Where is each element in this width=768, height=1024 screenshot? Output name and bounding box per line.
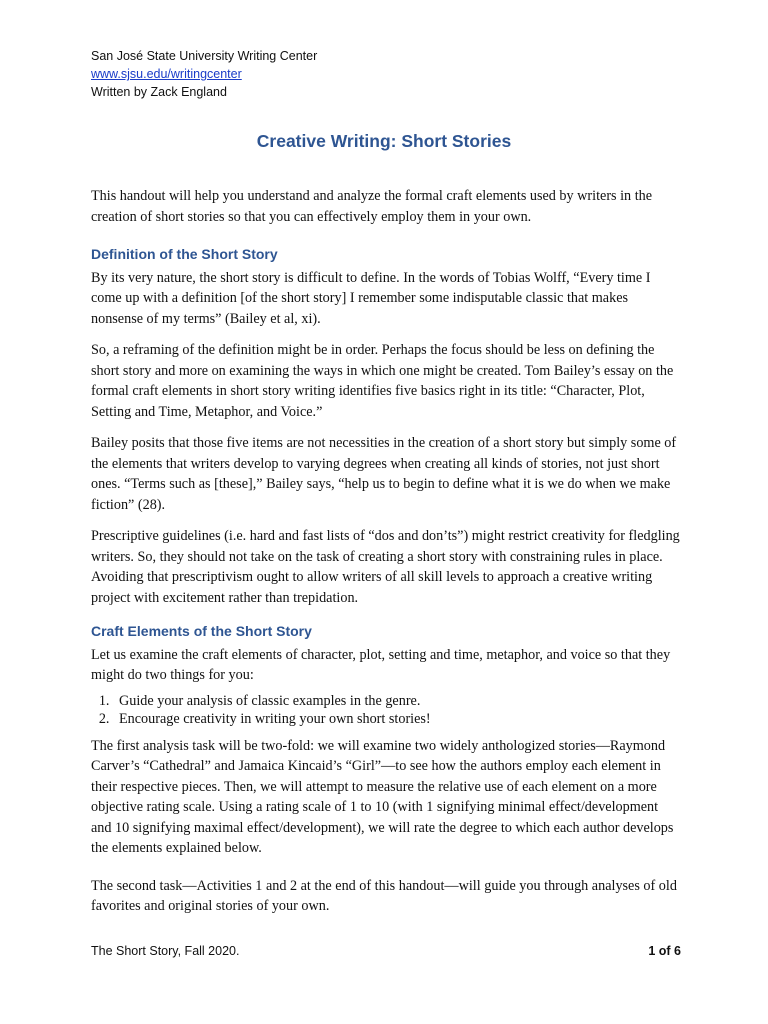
definition-paragraph-1: By its very nature, the short story is difficult to define. In the words of Tobias Wolff, “Every time I come up with a definition [of the short story] I remember some indisputable classic that makes nonsense of my terms” (Bailey et al, xi).	[91, 269, 651, 327]
intro-paragraph: This handout will help you understand and analyze the formal craft elements used by writers in the creation of short stories so that you can effectively employ them in your own.	[91, 188, 653, 225]
section-heading-definition: Definition of the Short Story	[91, 246, 278, 262]
section-heading-craft-elements: Craft Elements of the Short Story	[91, 623, 312, 639]
header-org: San José State University Writing Center	[91, 49, 318, 63]
craft-paragraph-1: Let us examine the craft elements of character, plot, setting and time, metaphor, and voice so that they might do two things for you:	[91, 646, 671, 683]
header-author: Written by Zack England	[91, 85, 227, 99]
footer-course-label: The Short Story, Fall 2020.	[91, 944, 240, 958]
definition-paragraph-2: So, a reframing of the definition might be in order. Perhaps the focus should be less on defining the short story and more on examining the ways in which one might be created. Tom Bailey’s essay on the formal craft elements in short story writing identifies five basics right in its title: “Character, Plot, Setting and Time, Metaphor, and Voice.”	[91, 342, 674, 420]
document-footer	[91, 944, 681, 958]
numbered-list	[91, 692, 681, 728]
document-header	[91, 47, 317, 101]
page-number: 1 of 6	[648, 944, 681, 958]
craft-paragraph-3: The second task—Activities 1 and 2 at the end of this handout—will guide you through analyses of old favorites and original stories of your own.	[91, 877, 677, 914]
list-item: 2. Encourage creativity in writing your own short stories!	[113, 710, 681, 728]
list-item: 1. Guide your analysis of classic examples in the genre.	[113, 692, 681, 710]
header-url-link[interactable]: www.sjsu.edu/writingcenter	[91, 67, 242, 81]
page-title: Creative Writing: Short Stories	[256, 131, 512, 151]
craft-paragraph-2: The first analysis task will be two-fold: we will examine two widely anthologized stories—Raymond Carver’s “Cathedral” and Jamaica Kincaid’s “Girl”—to see how the authors employ each element in their respective pieces. Then, we will attempt to measure the relative use of each element on a more objective rating scale. Using a rating scale of 1 to 10 (with 1 signifying minimal effect/development and 10 signifying maximal effect/development), we will rate the degree to which each author develops the elements explained below.	[91, 737, 674, 856]
definition-paragraph-4: Prescriptive guidelines (i.e. hard and fast lists of “dos and don’ts”) might restrict creativity for fledgling writers. So, they should not take on the task of creating a short story with constraining rules in place. Avoiding that prescriptivism ought to allow writers of all skill levels to approach a creative writing project with excitement rather than trepidation.	[91, 528, 680, 606]
definition-paragraph-3: Bailey posits that those five items are not necessities in the creation of a short story but simply some of the elements that writers develop to varying degrees when creating all kinds of stories, not just short ones. “Terms such as [these],” Bailey says, “help us to begin to define what it is we do when we make fiction” (28).	[91, 435, 677, 513]
document-body	[91, 186, 681, 928]
